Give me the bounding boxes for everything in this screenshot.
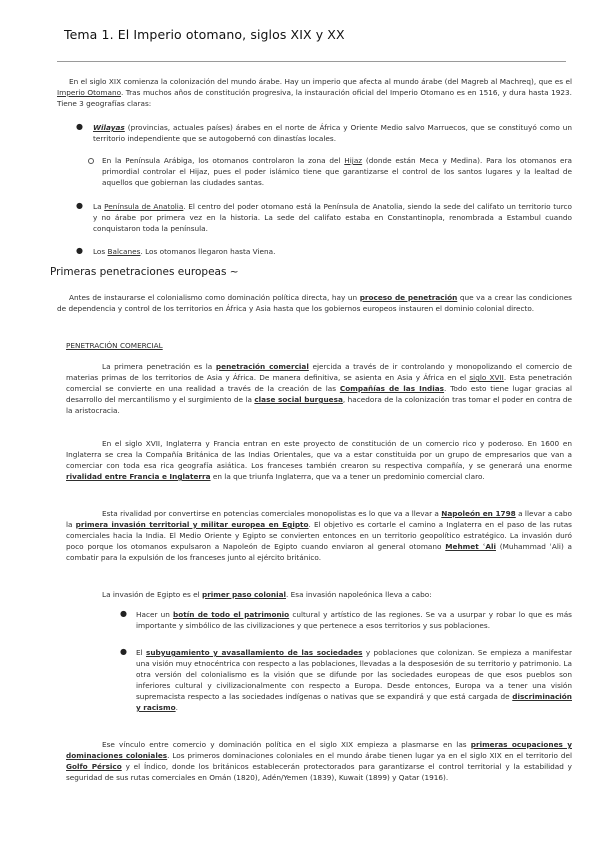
title-divider: [57, 61, 566, 62]
keyword: Compañías de las Indias: [339, 384, 445, 393]
sub-bullet-marker: [88, 158, 94, 164]
keyword: penetración comercial: [215, 362, 309, 371]
keyword: subyugamiento y avasallamiento de las sociedades: [146, 648, 363, 657]
bullet-marker: ●: [120, 609, 127, 618]
keyword: Imperio Otomano: [57, 88, 121, 97]
page-title: Tema 1. El Imperio otomano, siglos XIX y XX: [64, 27, 345, 42]
keyword: Balcanes: [107, 247, 141, 256]
keyword: Mehmet ʿAli: [445, 542, 496, 551]
keyword: Napoleón en 1798: [441, 509, 516, 518]
intro-paragraph: En el siglo XIX comienza la colonización del mundo árabe. Hay un imperio que afecta al mundo árabe (del Magreb al Machreq), que es el Imperio Otomano. Tras muchos años de constitución progresiva, la instauración oficial del Imperio Otomano es en 1516, y dura hasta 1923. Tiene 3 geografías claras:: [57, 77, 572, 108]
keyword: clase social burguesa: [254, 395, 343, 404]
subsection-heading: PENETRACIÓN COMERCIAL: [66, 341, 163, 350]
keyword: primer paso colonial: [201, 590, 287, 599]
keyword: discriminación y racismo: [136, 692, 572, 712]
bullet-subyugamiento: El subyugamiento y avasallamiento de las sociedades y poblaciones que colonizan. Se empieza a manifestar una visión muy etnocéntrica con respecto a las poblaciones, llevadas a la desposesión de su territorio y patrimonio. La otra versión del colonialismo es la visión que se difunde por las sociedades europeas de que esos pueblos son inferiores cultural y civilizacionalmente con respecto a Europa. Desde entonces, Europa va a tener una visión supremacista respecto a las sociedades indígenas o nativas que se expandirá y que está cargada de discriminación y racismo.: [136, 648, 572, 712]
paragraph-siglo-xvii: En el siglo XVII, Inglaterra y Francia entran en este proyecto de constitución de un comercio rico y poderoso. En 1600 en Inglaterra se crea la Compañía Británica de las Indias Orientales, que va a estar constituida por un grupo de empresarios que van a comerciar con toda esa rica geografía asiática. Los franceses también crearon su respectiva compañía, y se generará una enorme rivalidad entre Francia e Inglaterra en la que triunfa Inglaterra, que va a tener un predominio comercial claro.: [66, 439, 572, 481]
paragraph-penetracion: Antes de instaurarse el colonialismo como dominación política directa, hay un proceso de penetración que va a crear las condiciones de dependencia y control de los territorios en África y Asia hasta que los gobiernos europeos instauren el dominio colonial directo.: [57, 293, 572, 313]
paragraph-primera-penetracion: La primera penetración es la penetración comercial ejercida a través de ir controlando y monopolizando el comercio de materias primas de los territorios de Asia y África. De manera definitiva, se asienta en Asia y África en el siglo XVII. Esta penetración comercial se convierte en una realidad a través de la creación de las Compañías de las Indias. Todo esto tiene lugar gracias al desarrollo del mercantilismo y el surgimiento de la clase social burguesa, hacedora de la colonización tras tomar el poder en contra de la aristocracia.: [66, 362, 572, 415]
keyword: rivalidad entre Francia e Inglaterra: [66, 472, 211, 481]
keyword: Wilayas: [93, 123, 125, 132]
keyword: Península de Anatolia: [104, 202, 184, 211]
keyword: primera invasión territorial y militar europea en Egipto: [75, 520, 309, 529]
bullet-balcanes: Los Balcanes. Los otomanos llegaron hasta Viena.: [93, 247, 276, 256]
keyword: proceso de penetración: [359, 293, 458, 302]
paragraph-vinculo: Ese vínculo entre comercio y dominación política en el siglo XIX empieza a plasmarse en las primeras ocupaciones y dominaciones coloniales. Los primeros dominaciones coloniales en el mundo árabe tienen lugar ya en el siglo XIX en el territorio del Golfo Pérsico y el Índico, donde los británicos establecerán protectorados para garantizarse el control territorial y la estabilidad y seguridad de sus rutas comerciales en Omán (1820), Adén/Yemen (1839), Kuwait (1899) y Qatar (1916).: [66, 740, 572, 782]
paragraph-napoleon: Esta rivalidad por convertirse en potencias comerciales monopolistas es lo que va a llevar a Napoleón en 1798 a llevar a cabo la primera invasión territorial y militar europea en Egipto. El objetivo es cortarle el camino a Inglaterra en el paso de las rutas comerciales hacia la India. El Medio Oriente y Egipto se convierten entonces en un territorio geopolítico estratégico. La invasión duró poco porque los otomanos expulsaron a Napoleón de Egipto cuando enviaron al general otomano Mehmet ʿAli (Muhammad ʿAli) a combatir para la expulsión de los franceses junto al ejército británico.: [66, 509, 573, 562]
bullet-anatolia: La Península de Anatolia. El centro del poder otomano está la Península de Anatolia, siendo la sede del califato un territorio turco y no árabe por primera vez en la historia. La sede del califato estaba en Constantinopla, renombrada a Estambul cuando conquistaron toda la península.: [93, 202, 573, 233]
section-heading: Primeras penetraciones europeas ~: [50, 266, 239, 278]
bullet-marker: ●: [76, 201, 83, 210]
paragraph-invasion-egipto: La invasión de Egipto es el primer paso colonial. Esa invasión napoleónica lleva a cabo:: [102, 590, 432, 599]
keyword: primeras ocupaciones y dominaciones coloniales: [66, 740, 572, 760]
keyword: siglo XVII: [469, 373, 504, 382]
bullet-marker: ●: [76, 122, 83, 131]
bullet-botin: Hacer un botín de todo el patrimonio cultural y artístico de las regiones. Se va a usurpar y robar lo que es más importante y simbólico de las civilizaciones y que pertenece a esos territorios y sus poblaciones.: [136, 610, 572, 630]
bullet-wilayas: Wilayas (provincias, actuales países) árabes en el norte de África y Oriente Medio salvo Marruecos, que se constituyó como un territorio independiente que se autogobernó con dinastías locales.: [93, 123, 572, 143]
bullet-marker: ●: [120, 647, 127, 656]
sub-bullet-hijaz: En la Península Arábiga, los otomanos controlaron la zona del Hijaz (donde están Meca y Medina). Para los otomanos era primordial controlar el Hijaz, pues el poder islámico tiene que garantizarse el control de los santos lugares y la lealtad de aquellos que gobiernan las ciudades santas.: [102, 156, 573, 187]
keyword: Golfo Pérsico: [66, 762, 122, 771]
bullet-marker: ●: [76, 246, 83, 255]
keyword: Hijaz: [344, 156, 363, 165]
keyword: botín de todo el patrimonio: [172, 610, 290, 619]
